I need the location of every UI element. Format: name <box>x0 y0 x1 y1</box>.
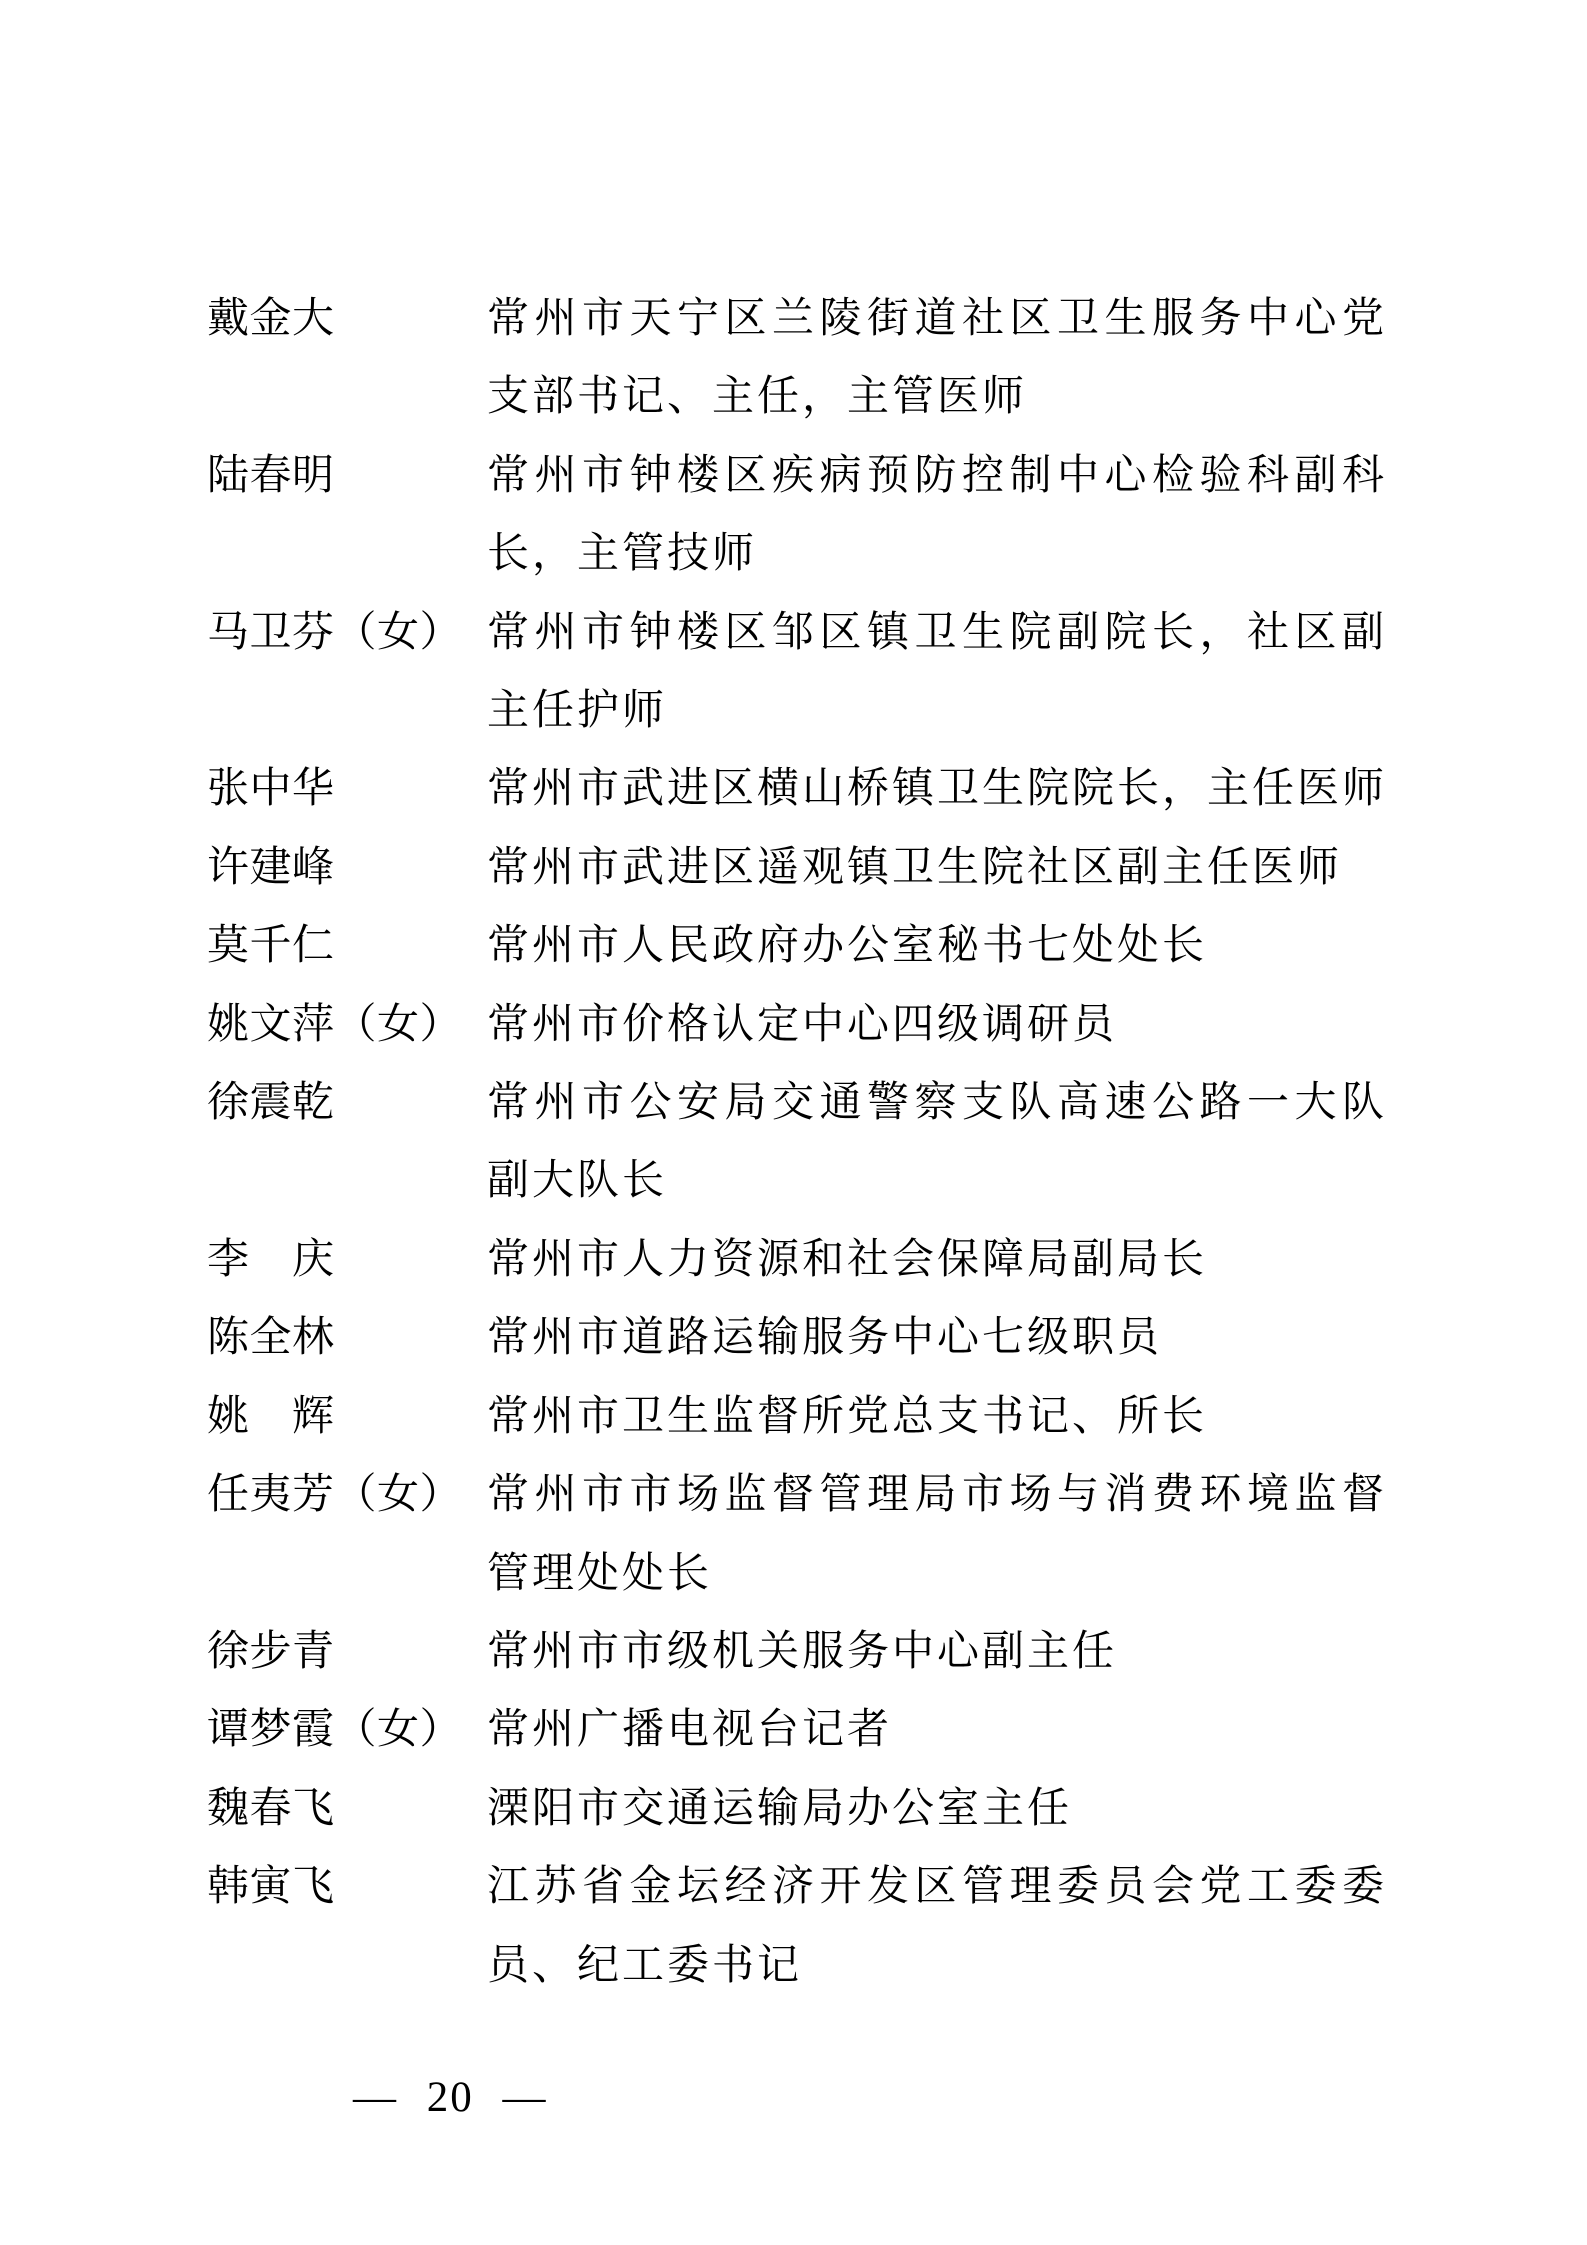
entry-name: 谭梦霞（女） <box>207 1707 463 1754</box>
entry-title <box>487 1848 1387 2005</box>
page-number: — 20 — <box>353 2074 548 2121</box>
entry-name: 陆春明 <box>207 452 335 499</box>
entry-title-line: 支部书记、主任，主管医师 <box>487 374 1028 421</box>
entry-title <box>487 1221 1387 1299</box>
entry-title-line: 管理处处长 <box>487 1550 713 1597</box>
entry-title-line: 常州广播电视台记者 <box>487 1707 893 1754</box>
entry-name: 魏春飞 <box>207 1785 335 1832</box>
entry-name: 陈全林 <box>207 1315 335 1362</box>
entry-name: 徐步青 <box>207 1628 335 1675</box>
entry-title <box>487 280 1387 437</box>
entry-title <box>487 907 1387 985</box>
entry-title-line: 常州市武进区横山桥镇卫生院院长，主任医师 <box>487 766 1388 813</box>
entry-title-line: 常州市人民政府办公室秘书七处处长 <box>487 923 1208 970</box>
entry-title-line: 常州市道路运输服务中心七级职员 <box>487 1315 1163 1362</box>
entry-title-line: 常州市钟楼区疾病预防控制中心检验科副科 <box>487 452 1387 499</box>
entry-title-line: 常州市武进区遥观镇卫生院社区副主任医师 <box>487 844 1343 891</box>
entry-title-line: 常州市人力资源和社会保障局副局长 <box>487 1236 1208 1283</box>
entry-name: 任夷芳（女） <box>207 1472 463 1519</box>
roster-entry-14 <box>207 1770 1387 1848</box>
entry-name: 许建峰 <box>207 844 335 891</box>
entry-name: 李 庆 <box>207 1236 335 1283</box>
roster-entry-4 <box>207 829 1387 907</box>
entry-title-line: 常州市公安局交通警察支队高速公路一大队 <box>487 1080 1387 1127</box>
entry-name: 张中华 <box>207 766 335 813</box>
entry-title <box>487 750 1387 828</box>
entry-name: 莫千仁 <box>207 923 335 970</box>
awardee-roster <box>207 280 1387 2005</box>
entry-name: 姚文萍（女） <box>207 1001 463 1048</box>
roster-entry-15 <box>207 1848 1387 2005</box>
roster-entry-10 <box>207 1378 1387 1456</box>
entry-title-line: 员、纪工委书记 <box>487 1942 803 1989</box>
roster-entry-5 <box>207 907 1387 985</box>
entry-title <box>487 986 1387 1064</box>
roster-entry-9 <box>207 1299 1387 1377</box>
entry-title <box>487 1613 1387 1691</box>
entry-name: 徐震乾 <box>207 1080 335 1127</box>
entry-title-line: 常州市钟楼区邹区镇卫生院副院长，社区副 <box>487 609 1387 656</box>
entry-title <box>487 829 1387 907</box>
entry-title-line: 江苏省金坛经济开发区管理委员会党工委委 <box>487 1864 1387 1911</box>
entry-title <box>487 1299 1387 1377</box>
entry-name: 姚 辉 <box>207 1393 335 1440</box>
entry-title <box>487 594 1387 751</box>
entry-title-line: 长，主管技师 <box>487 531 758 578</box>
entry-title <box>487 1691 1387 1769</box>
entry-name: 马卫芬（女） <box>207 609 463 656</box>
roster-entry-3 <box>207 750 1387 828</box>
roster-entry-8 <box>207 1221 1387 1299</box>
entry-name: 戴金大 <box>207 296 335 342</box>
roster-entry-11 <box>207 1456 1387 1613</box>
entry-title-line: 常州市价格认定中心四级调研员 <box>487 1001 1118 1048</box>
roster-entry-13 <box>207 1691 1387 1769</box>
entry-title-line: 常州市市场监督管理局市场与消费环境监督 <box>487 1472 1387 1519</box>
roster-entry-1 <box>207 437 1387 594</box>
roster-entry-2 <box>207 594 1387 751</box>
entry-title-line: 常州市市级机关服务中心副主任 <box>487 1628 1118 1675</box>
entry-title-line: 主任护师 <box>487 688 668 735</box>
entry-title <box>487 1456 1387 1613</box>
entry-title <box>487 1378 1387 1456</box>
entry-title <box>487 1770 1387 1848</box>
roster-entry-6 <box>207 986 1387 1064</box>
roster-entry-0 <box>207 280 1387 437</box>
entry-title-line: 常州市卫生监督所党总支书记、所长 <box>487 1393 1208 1440</box>
entry-title-line: 常州市天宁区兰陵街道社区卫生服务中心党 <box>487 296 1387 342</box>
roster-entry-12 <box>207 1613 1387 1691</box>
entry-title <box>487 1064 1387 1221</box>
page-footer <box>238 2024 548 2171</box>
entry-title-line: 溧阳市交通运输局办公室主任 <box>487 1785 1073 1832</box>
entry-title <box>487 437 1387 594</box>
entry-title-line: 副大队长 <box>487 1158 668 1205</box>
entry-name: 韩寅飞 <box>207 1864 335 1911</box>
roster-entry-7 <box>207 1064 1387 1221</box>
